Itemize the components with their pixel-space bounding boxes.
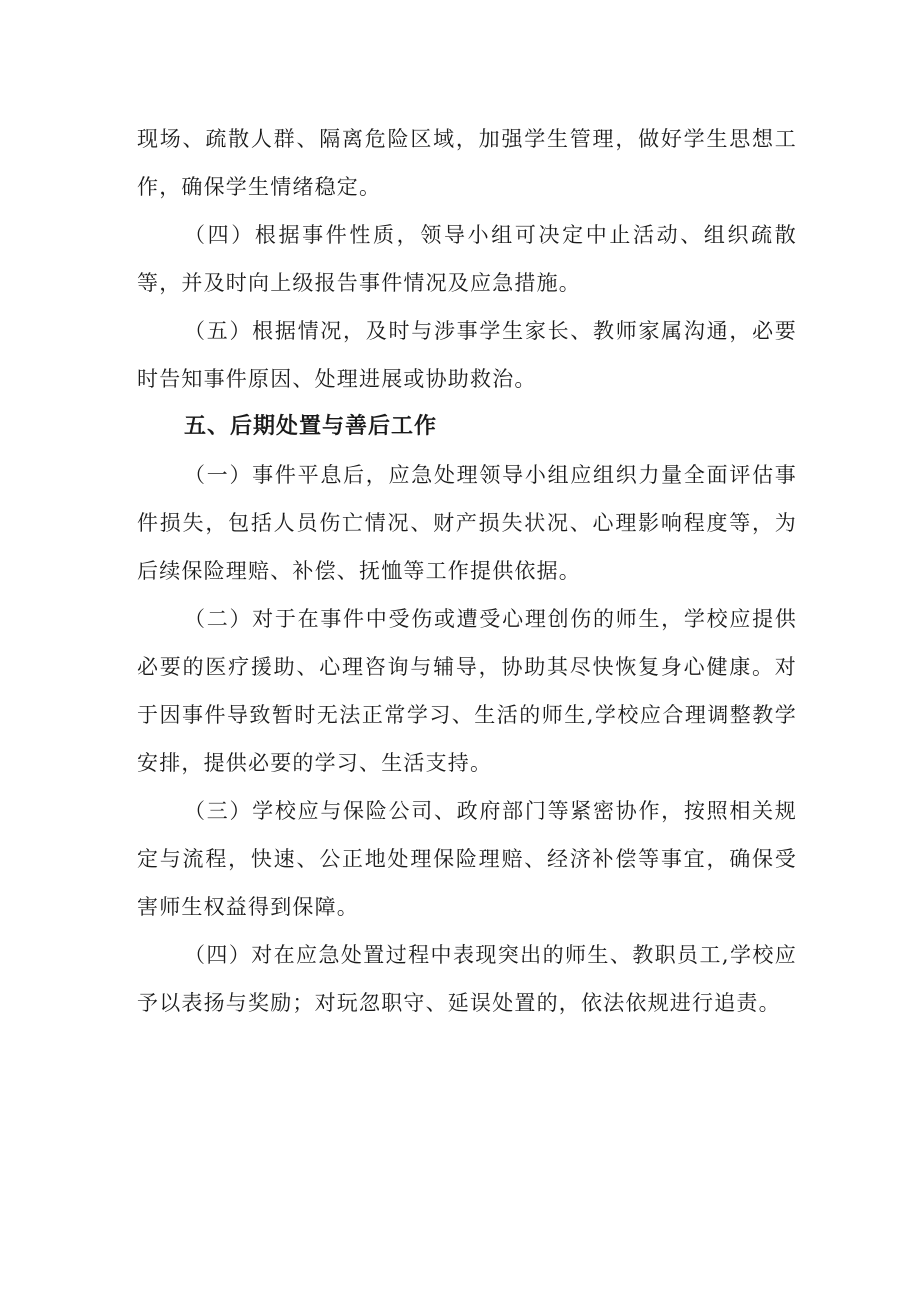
document-body	[137, 115, 797, 1027]
paragraph-continuation: 现场、疏散人群、隔离危险区域，加强学生管理，做好学生思想工作，确保学生情绪稳定。	[137, 127, 797, 199]
paragraph-item-5: （五）根据情况，及时与涉事学生家长、教师家属沟通，必要时告知事件原因、处理进展或协助救治。	[137, 319, 797, 391]
paragraph-item-4: （四）根据事件性质，领导小组可决定中止活动、组织疏散等，并及时向上级报告事件情况及应急措施。	[137, 223, 797, 295]
paragraph-section5-item-3: （三）学校应与保险公司、政府部门等紧密协作，按照相关规定与流程，快速、公正地处理保险理赔、经济补偿等事宜，确保受害师生权益得到保障。	[137, 799, 797, 919]
paragraph-section5-item-2: （二）对于在事件中受伤或遭受心理创伤的师生，学校应提供必要的医疗援助、心理咨询与辅导，协助其尽快恢复身心健康。对于因事件导致暂时无法正常学习、生活的师生,学校应合理调整教学安排，提供必要的学习、生活支持。	[137, 607, 797, 775]
section-heading: 五、后期处置与善后工作	[184, 414, 438, 439]
paragraph-section5-item-4: （四）对在应急处置过程中表现突出的师生、教职员工,学校应予以表扬与奖励；对玩忽职守、延误处置的，依法依规进行追责。	[137, 943, 797, 1015]
paragraph-section5-item-1: （一）事件平息后，应急处理领导小组应组织力量全面评估事件损失，包括人员伤亡情况、财产损失状况、心理影响程度等，为后续保险理赔、补偿、抚恤等工作提供依据。	[137, 463, 797, 583]
